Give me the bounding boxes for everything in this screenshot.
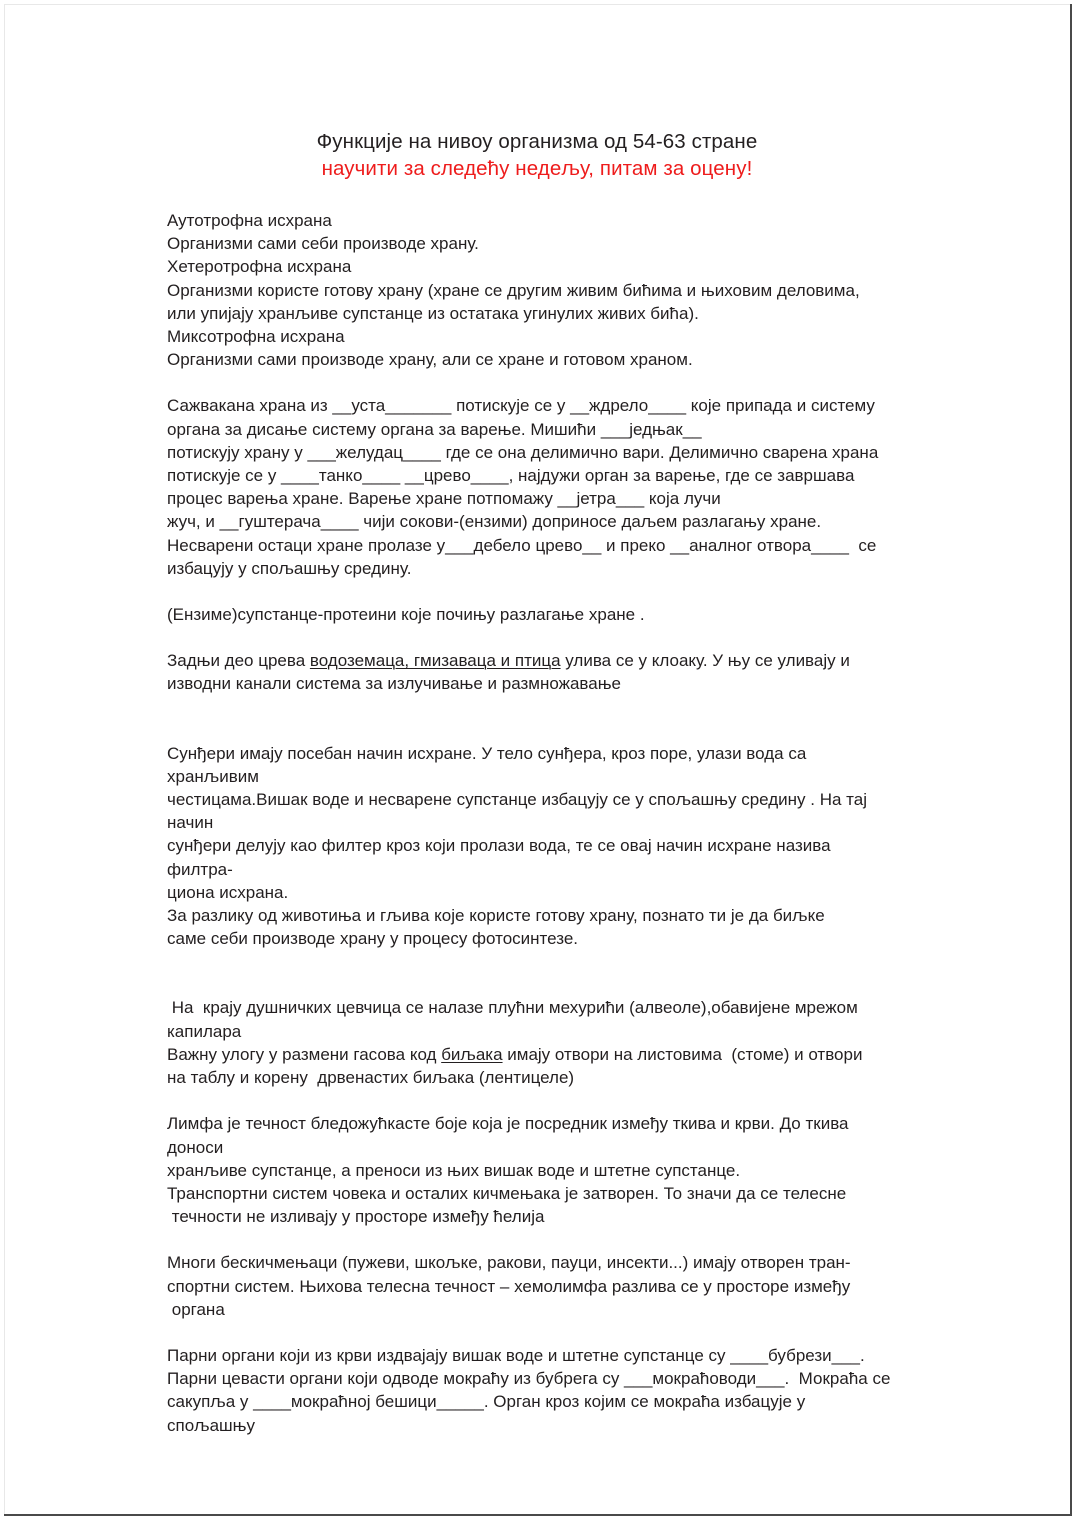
text-line: органа [167,1299,225,1319]
page-title: Функције на нивоу организма од 54-63 стране [316,130,758,153]
text-line: Многи бескичмењаци (пужеви, шкољке, ракови, пауци, инсекти...) имају отворен тран- [167,1253,851,1273]
text-line: филтра- [167,859,233,879]
text-line: спортни систем. Њихова телесна течност – хемолимфа разлива се у просторе између [167,1276,851,1296]
section-sponges [167,742,942,951]
paragraph-spacer [167,1089,942,1112]
text-line: потискује се у ____танко____ __црево____, најдужи орган за варење, где се завршава [167,466,855,486]
text-line: (Ензиме)супстанце-протеини које почињу разлагање хране . [167,605,645,625]
text-line: спољашњу [167,1415,255,1435]
text-line: Аутотрофна исхрана [167,211,332,230]
section-enzymes [167,603,942,626]
text-line: Организми сами производе храну, али се хране и готовом храном. [167,350,693,370]
section-digestion [167,394,942,580]
paragraph-spacer [167,696,942,742]
document-page [4,4,1072,1516]
text-line: сакупља у ____мокраћној бешици_____. Орган кроз којим се мокраћа избацује у [167,1392,806,1412]
section-excretion [167,1344,942,1437]
text-line: циона исхрана. [167,882,289,902]
paragraph-spacer [167,950,942,996]
section-invertebrates [167,1251,942,1321]
paragraph-spacer [167,371,942,394]
text-fragment: Важну улогу у размени гасова код [167,1044,442,1064]
document-header [4,128,1070,182]
text-fragment: улива се у клоаку. У њу се уливају и [560,651,850,671]
section-cloaca [167,649,942,695]
text-line: Сажвакана храна из __уста_______ потискује се у __ждрело____ које припада и систему [167,396,875,416]
text-line: начин [167,813,214,833]
text-line: изводни канали система за излучивање и размножавање [167,674,621,694]
text-fragment: имају отвори на листовима (стоме) и отвори [502,1044,863,1064]
section-lymph [167,1112,942,1228]
text-line: Организми користе готову храну (хране се другим живим бићима и њиховим деловима, [167,280,860,300]
text-line: на таблу и корену дрвенастих биљака (лентицеле) [167,1068,575,1088]
text-line: На крају душничких цевчица се налазе плућни мехурићи (алвеоле),обавијене мрежом [167,998,858,1018]
page-subtitle-note: научити за следећу недељу, питам за оцену! [321,157,753,180]
text-line: процес варења хране. Варење хране потпомажу __јетра___ која лучи [167,489,721,509]
text-line: честицама.Вишак воде и несварене супстанце избацују се у спољашњу средину . На тај [167,790,867,810]
paragraph-spacer [167,580,942,603]
text-line: хранљиве супстанце, а преноси из њих вишак воде и штетне супстанце. [167,1160,741,1180]
document-page-surface [4,4,1070,1514]
text-fragment: Задњи део црева [167,651,310,671]
text-line: доноси [167,1137,224,1157]
text-line: Транспортни систем човека и осталих кичмењака је затворен. То значи да се телесне [167,1183,847,1203]
text-line [167,649,942,672]
text-line: капилара [167,1021,242,1041]
text-line: потискују храну у ___желудац____ где се она делимично вари. Делимично сварена храна [167,442,879,462]
text-line: или упијају хранљиве супстанце из остатака угинулих живих бића). [167,303,699,323]
text-line: Несварени остаци хране пролазе у___дебело црево__ и преко __аналног отвора____ се [167,535,877,555]
paragraph-spacer [167,1321,942,1344]
text-line: Парни органи који из крви издвајају вишак воде и штетне супстанце су ____бубрези___. [167,1345,865,1365]
text-line: Сунђери имају посебан начин исхране. У тело сунђера, кроз поре, улази вода са [167,743,807,763]
document-body [167,209,942,1437]
text-line [167,1043,942,1066]
underlined-term-amphibians-reptiles-birds: водоземаца, гмизаваца и птица [309,651,561,671]
underlined-term-plants: биљака [441,1044,503,1064]
text-line: избацују у спољашњу средину. [167,558,412,578]
text-line: жуч, и __гуштерача____ чији сокови-(ензими) доприносе даљем разлагању хране. [167,512,822,532]
section-nutrition-types [167,209,942,371]
paragraph-spacer [167,1228,942,1251]
text-line: Хетеротрофна исхрана [167,257,352,277]
text-line: Миксотрофна исхрана [167,327,345,347]
text-line: органа за дисање систему органа за варење. Мишићи ___једњак__ [167,419,702,439]
text-line: сунђери делују као филтер кроз који пролази вода, те се овај начин исхране назива [167,836,831,856]
text-line: За разлику од животиња и гљива које користе готову храну, познато ти је да биљке [167,906,825,926]
text-line: Лимфа је течност бледожућкасте боје која је посредник између ткива и крви. До ткива [167,1114,849,1134]
text-line: Организми сами себи производе храну. [167,234,479,254]
text-line: хранљивим [167,766,259,786]
text-line: саме себи производе храну у процесу фотосинтезе. [167,929,579,949]
paragraph-spacer [167,626,942,649]
text-line: Парни цевасти органи који одводе мокраћу из бубрега су ___мокраћоводи___. Мокраћа се [167,1369,891,1389]
text-line: течности не изливају у просторе између ћелија [167,1207,545,1227]
section-respiration [167,996,942,1089]
